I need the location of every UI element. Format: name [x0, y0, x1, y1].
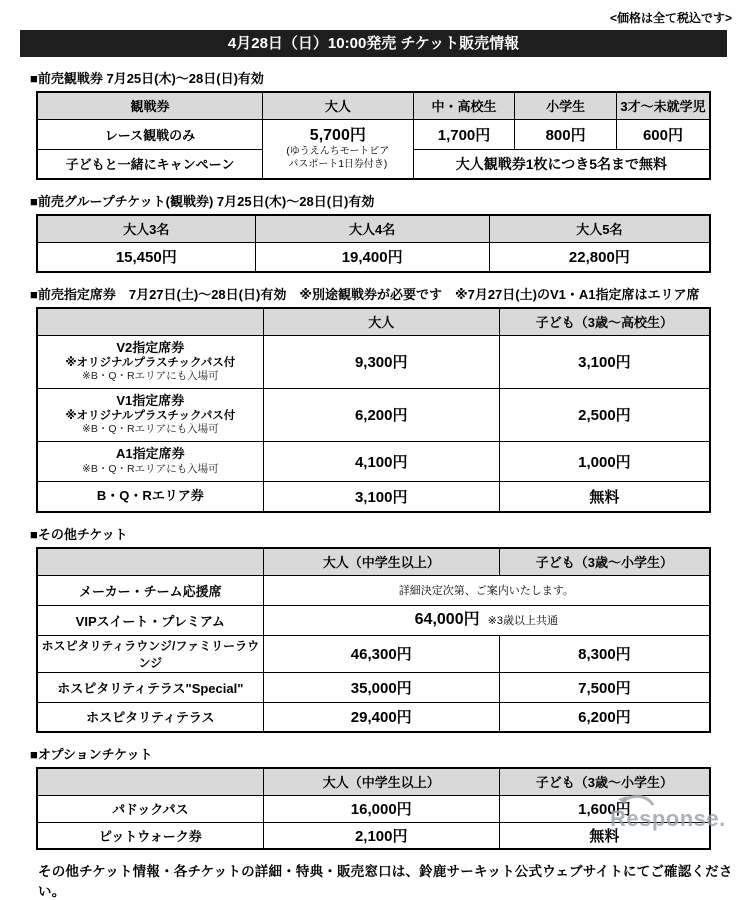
price-cell: 無料 — [499, 481, 710, 512]
column-header-elementary: 小学生 — [515, 92, 617, 119]
table-row — [37, 388, 710, 441]
column-header-child: 子ども（3歳～小学生） — [499, 768, 710, 795]
price-cell: 1,700円 — [413, 119, 515, 149]
table-header-row — [37, 768, 710, 795]
pending-info-cell: 詳細決定次第、ご案内いたします。 — [263, 575, 710, 605]
row-label-cell: ホスピタリティテラス — [37, 702, 263, 732]
price-cell: 3,100円 — [499, 335, 710, 388]
price-cell: 46,300円 — [263, 635, 499, 672]
column-header-blank — [37, 768, 263, 795]
seat-note: ※オリジナルプラスチックパス付 — [65, 409, 236, 422]
price-cell: 15,450円 — [37, 242, 255, 272]
table-row — [37, 575, 710, 605]
row-label-cell: パドックパス — [37, 795, 263, 822]
watermark-text: Response. — [610, 806, 726, 831]
adult-price-note: (ゆうえんちモートピア — [286, 145, 390, 157]
section-heading-advance-spectator: ■前売観戦券 7月25日(木)～28日(日)有効 — [30, 71, 264, 86]
column-header-adult3: 大人3名 — [37, 215, 255, 242]
column-header-adult: 大人（中学生以上） — [263, 768, 499, 795]
table-row — [37, 335, 710, 388]
price-cell: 600円 — [616, 119, 710, 149]
table-row — [37, 702, 710, 732]
price-cell: 2,100円 — [263, 822, 499, 849]
price-cell: 16,000円 — [263, 795, 499, 822]
seat-note: ※B・Q・Rエリアにも入場可 — [82, 423, 219, 436]
section-heading-other-tickets: ■その他チケット — [30, 527, 128, 542]
price-cell: 4,100円 — [263, 441, 499, 481]
vip-price: 64,000円 — [414, 610, 480, 628]
price-cell: 2,500円 — [499, 388, 710, 441]
tax-note: <価格は全て税込です> — [609, 11, 732, 25]
vip-price-note: ※3歳以上共通 — [487, 614, 558, 627]
section-heading-reserved-seat: ■前売指定席券 7月27日(土)～28日(日)有効 ※別途観戦券が必要です ※7月27日(土)のV1・A1指定席はエリア席 — [30, 287, 700, 302]
seat-name: A1指定席券 — [116, 446, 185, 462]
column-header-adult: 大人 — [262, 92, 413, 119]
row-label-cell: ピットウォーク券 — [37, 822, 263, 849]
column-header-child: 子ども（3歳～小学生） — [499, 548, 710, 575]
adult-price: 5,700円 — [309, 126, 366, 144]
seat-note: ※B・Q・Rエリアにも入場可 — [82, 370, 219, 383]
price-cell: 6,200円 — [263, 388, 499, 441]
seat-label-cell — [37, 441, 263, 481]
table-row — [37, 672, 710, 702]
seat-name: V2指定席券 — [116, 339, 185, 355]
seat-name: V1指定席券 — [116, 392, 185, 408]
column-header-blank — [37, 548, 263, 575]
adult-price-cell — [262, 119, 413, 179]
table-header-row — [37, 308, 710, 335]
table-header-row — [37, 92, 710, 119]
price-cell: 7,500円 — [499, 672, 710, 702]
section-heading-group-ticket: ■前売グループチケット(観戦券) 7月25日(木)～28日(日)有効 — [30, 194, 375, 209]
row-label-cell: VIPスイート・プレミアム — [37, 605, 263, 635]
price-cell: 1,000円 — [499, 441, 710, 481]
adult-price-note: パスポート1日券付き) — [288, 158, 388, 170]
row-label-cell: メーカー・チーム応援席 — [37, 575, 263, 605]
price-cell: 9,300円 — [263, 335, 499, 388]
row-label-cell: レース観戦のみ — [37, 119, 262, 149]
column-header-jr-high: 中・高校生 — [413, 92, 515, 119]
price-cell: 800円 — [515, 119, 617, 149]
column-header-ticket: 観戦券 — [37, 92, 262, 119]
table-row — [37, 635, 710, 672]
table-row — [37, 441, 710, 481]
page-title: 4月28日（日）10:00発売 チケット販売情報 — [20, 30, 727, 57]
table-row — [37, 481, 710, 512]
seat-label-cell — [37, 388, 263, 441]
column-header-child: 子ども（3歳～高校生） — [499, 308, 710, 335]
price-cell: 19,400円 — [255, 242, 489, 272]
table-header-row — [37, 548, 710, 575]
section-heading-option-tickets: ■オプションチケット — [30, 747, 153, 762]
column-header-adult5: 大人5名 — [489, 215, 710, 242]
price-cell: 22,800円 — [489, 242, 710, 272]
price-cell: 8,300円 — [499, 635, 710, 672]
seat-label-cell — [37, 481, 263, 512]
footer-note: その他チケット情報・各チケットの詳細・特典・販売窓口は、鈴鹿サーキット公式ウェブサイトにてご確認ください。 — [38, 864, 733, 899]
advance-spectator-table — [36, 91, 711, 180]
seat-name: B・Q・Rエリア券 — [96, 488, 204, 504]
column-header-adult: 大人 — [263, 308, 499, 335]
price-cell: 無料 — [499, 822, 710, 849]
group-ticket-table — [36, 214, 711, 273]
row-label-cell: 子どもと一緒にキャンペーン — [37, 149, 262, 179]
price-cell: 6,200円 — [499, 702, 710, 732]
table-header-row — [37, 215, 710, 242]
table-row — [37, 242, 710, 272]
column-header-adult4: 大人4名 — [255, 215, 489, 242]
column-header-preschool: 3才～未就学児 — [616, 92, 710, 119]
price-cell: 29,400円 — [263, 702, 499, 732]
price-cell: 1,600円 — [499, 795, 710, 822]
seat-note: ※B・Q・Rエリアにも入場可 — [82, 462, 219, 475]
seat-label-cell — [37, 335, 263, 388]
price-cell: 35,000円 — [263, 672, 499, 702]
vip-price-cell — [263, 605, 710, 635]
other-tickets-table — [36, 547, 711, 733]
column-header-blank — [37, 308, 263, 335]
campaign-note-cell: 大人観戦券1枚につき5名まで無料 — [413, 149, 710, 179]
table-row — [37, 119, 710, 149]
column-header-adult: 大人（中学生以上） — [263, 548, 499, 575]
price-cell: 3,100円 — [263, 481, 499, 512]
table-row — [37, 605, 710, 635]
reserved-seat-table — [36, 307, 711, 513]
row-label-cell: ホスピタリティテラス"Special" — [37, 672, 263, 702]
watermark — [610, 792, 742, 832]
seat-note: ※オリジナルプラスチックパス付 — [65, 356, 236, 369]
row-label-cell: ホスピタリティラウンジ/ファミリーラウンジ — [37, 635, 263, 672]
